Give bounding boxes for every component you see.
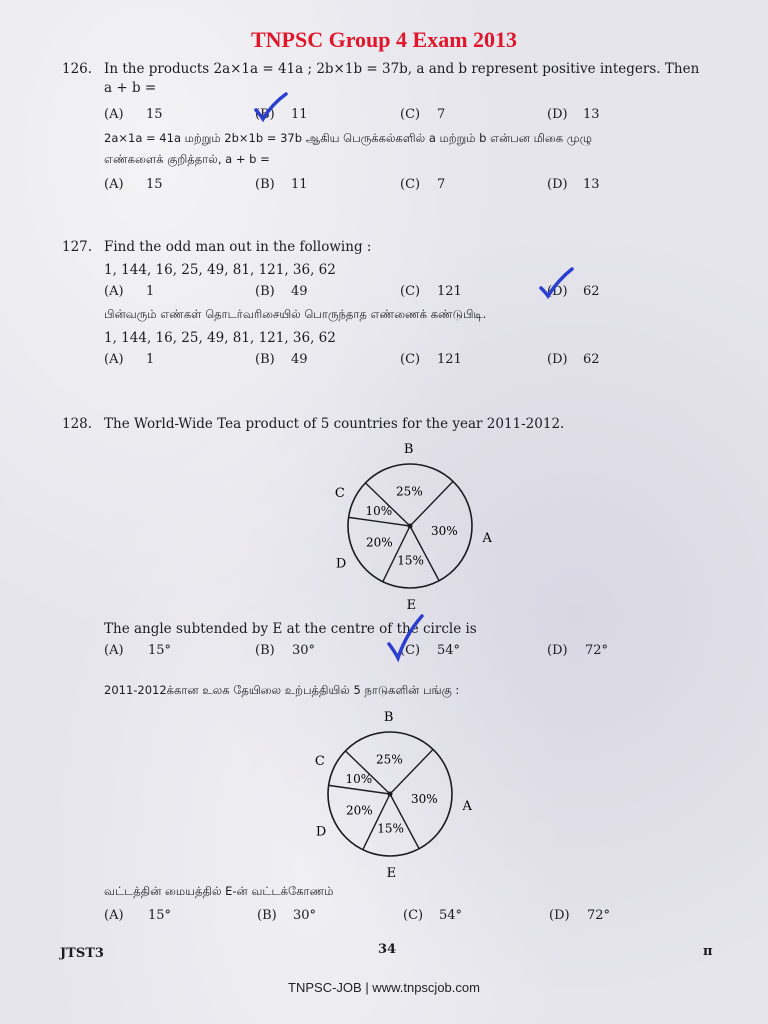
pie-slice-d [349, 517, 410, 526]
option-value: 121 [437, 352, 462, 367]
question-text: The World-Wide Tea product of 5 countries for the year 2011-2012. [104, 416, 565, 432]
checkmark-icon [536, 266, 576, 300]
checkmark-icon [250, 92, 290, 124]
footer-site-link[interactable]: TNPSC-JOB | www.tnpscjob.com [288, 980, 480, 995]
option-letter: (D) [549, 908, 570, 923]
question-text: 1, 144, 16, 25, 49, 81, 121, 36, 62 [104, 330, 336, 346]
option-value: 15 [146, 107, 163, 122]
page-title: TNPSC Group 4 Exam 2013 [250, 27, 518, 52]
option-value: 72° [585, 643, 609, 658]
option-value: 54° [437, 643, 461, 658]
option-value: 30° [292, 643, 316, 658]
option-value: 72° [587, 908, 611, 923]
option-letter: (A) [104, 107, 124, 122]
pie-slice-value: 25% [376, 752, 403, 767]
option-letter: (B) [255, 284, 275, 299]
pie-slice-d [329, 785, 390, 794]
option-value: 30° [293, 908, 317, 923]
option-value: 15° [148, 908, 172, 923]
pie-slice-value: 20% [346, 803, 373, 818]
pie-chart [300, 438, 520, 618]
option-letter: (A) [104, 908, 124, 923]
pie-category-label: B [403, 442, 414, 458]
option-letter: (B) [255, 107, 275, 122]
option-value: 54° [439, 908, 463, 923]
option-value: 62 [583, 284, 600, 299]
option-letter: (C) [400, 107, 421, 122]
pie-category-label: D [315, 824, 327, 840]
option-value: 15 [146, 177, 163, 192]
option-letter: (C) [400, 352, 421, 367]
option-letter: (C) [400, 284, 421, 299]
option-letter: (B) [255, 643, 275, 658]
question-text: Find the odd man out in the following : [104, 239, 372, 255]
question-text-tamil: எண்களைக் குறித்தால், a + b = [104, 152, 270, 166]
option-letter: (C) [403, 908, 424, 923]
question-text: 1, 144, 16, 25, 49, 81, 121, 36, 62 [104, 262, 336, 278]
pie-slice-value: 15% [397, 553, 424, 568]
page-number: 34 [378, 942, 397, 957]
option-value: 49 [291, 352, 308, 367]
option-value: 15° [148, 643, 172, 658]
option-value: 49 [291, 284, 308, 299]
option-letter: (D) [547, 177, 568, 192]
option-value: 11 [291, 107, 308, 122]
question-text: The angle subtended by E at the centre of the circle is [104, 621, 477, 637]
pie-slice-value: 10% [345, 771, 373, 786]
option-value: 1 [146, 352, 155, 367]
pie-category-label: B [383, 710, 394, 726]
pie-slice-value: 30% [411, 791, 438, 806]
option-letter: (C) [400, 177, 421, 192]
option-value: 11 [291, 177, 308, 192]
checkmark-icon [384, 612, 428, 664]
option-value: 121 [437, 284, 462, 299]
pie-category-label: E [386, 865, 397, 881]
option-value: 62 [583, 352, 600, 367]
pie-slice-value: 25% [396, 484, 423, 499]
pie-category-label: C [334, 485, 345, 501]
question-number: 128. [62, 416, 93, 432]
question-text-tamil: வட்டத்தின் மையத்தில் E-ன் வட்டக்கோணம் [104, 884, 334, 898]
pie-slice-value: 10% [365, 503, 393, 518]
question-text-tamil: பின்வரும் எண்கள் தொடர்வரிசையில் பொருந்தாத எண்ணைக் கண்டுபிடி. [104, 307, 487, 321]
option-letter: (A) [104, 177, 124, 192]
option-letter: (D) [547, 284, 568, 299]
pie-category-label: A [462, 798, 472, 814]
pie-slice-value: 20% [366, 535, 393, 550]
option-value: 13 [583, 177, 600, 192]
pie-category-label: D [335, 556, 347, 572]
question-number: 127. [62, 239, 93, 255]
option-letter: (D) [547, 643, 568, 658]
option-value: 13 [583, 107, 600, 122]
pie-slice-value: 15% [377, 821, 404, 836]
option-letter: (D) [547, 107, 568, 122]
pie-category-label: A [482, 530, 492, 546]
question-text: a + b = [104, 80, 157, 96]
paper-code: JTST3 [60, 946, 104, 961]
option-letter: (B) [255, 177, 275, 192]
option-letter: (D) [547, 352, 568, 367]
question-number: 126. [62, 61, 93, 77]
option-value: 7 [437, 107, 446, 122]
option-letter: (A) [104, 352, 124, 367]
option-letter: (B) [255, 352, 275, 367]
question-text: In the products 2a×1a = 41a ; 2b×1b = 37b, a and b represent positive integers. Then [104, 61, 700, 77]
option-letter: (B) [257, 908, 277, 923]
pie-category-label: E [406, 597, 417, 613]
pie-center-dot [408, 524, 413, 529]
pie-center-dot [388, 792, 393, 797]
question-text-tamil: 2011-2012க்கான உலக தேயிலை உற்பத்தியில் 5 நாடுகளின் பங்கு : [104, 683, 460, 697]
option-value: 7 [437, 177, 446, 192]
option-letter: (C) [400, 643, 421, 658]
question-text-tamil: 2a×1a = 41a மற்றும் 2b×1b = 37b ஆகிய பெருக்கல்களில் a மற்றும் b என்பன மிகை முழு [104, 131, 592, 145]
pie-category-label: C [314, 753, 325, 769]
option-value: 1 [146, 284, 155, 299]
pi-symbol: π [703, 944, 713, 959]
pie-chart [280, 706, 500, 882]
option-letter: (A) [104, 643, 124, 658]
pie-slice-value: 30% [431, 523, 458, 538]
option-letter: (A) [104, 284, 124, 299]
